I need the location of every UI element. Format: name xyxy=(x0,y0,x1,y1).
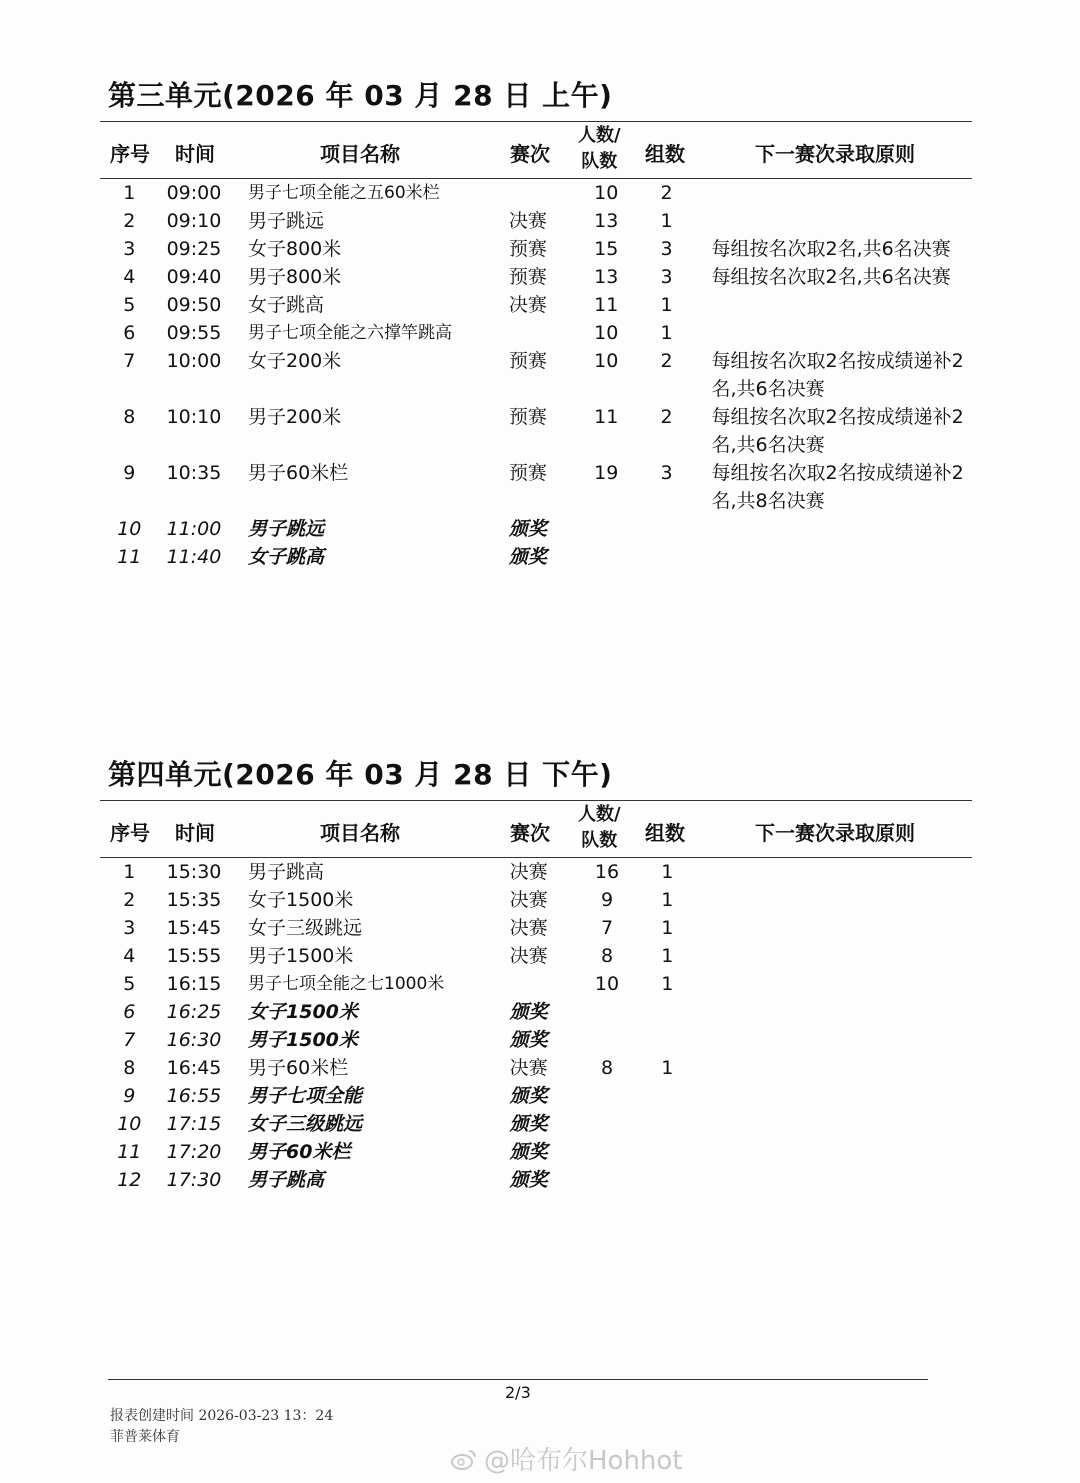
cell-count: 13 xyxy=(594,266,619,288)
table-row xyxy=(100,1082,972,1110)
cell-groups: 2 xyxy=(660,350,673,372)
cell-round: 颁奖 xyxy=(509,1113,548,1135)
cell-groups xyxy=(636,1166,698,1194)
cell-rule xyxy=(698,1110,972,1138)
cell-count: 16 xyxy=(594,861,620,883)
cell-rule xyxy=(697,515,972,543)
cell-groups xyxy=(636,543,698,571)
table-row xyxy=(100,1026,972,1054)
cell-groups: 2 xyxy=(660,182,673,204)
cell-round: 预赛 xyxy=(508,462,547,484)
cell-round: 颁奖 xyxy=(508,546,547,568)
cell-rule: 每组按名次取2名按成绩递补2名,共8名决赛 xyxy=(711,462,964,512)
page-number: 2/3 xyxy=(505,1383,531,1402)
cell-count xyxy=(578,998,637,1026)
unit3-schedule-table xyxy=(100,179,972,571)
cell-groups: 1 xyxy=(660,322,673,344)
cell-seq: 8 xyxy=(123,1057,136,1079)
cell-seq: 10 xyxy=(117,1113,142,1135)
cell-round: 决赛 xyxy=(509,1057,548,1079)
table-row xyxy=(100,319,972,347)
cell-groups xyxy=(636,1082,698,1110)
cell-groups xyxy=(636,1138,698,1166)
table-row xyxy=(100,998,972,1026)
cell-groups: 1 xyxy=(661,1057,674,1079)
table-row xyxy=(100,1138,972,1166)
cell-count: 8 xyxy=(600,1057,614,1079)
cell-round xyxy=(510,970,578,998)
cell-time: 17:15 xyxy=(166,1113,222,1135)
cell-count xyxy=(578,1166,637,1194)
header-round: 赛次 xyxy=(510,142,550,166)
cell-count: 9 xyxy=(600,889,614,911)
header-count-line2: 队数 xyxy=(581,830,618,851)
cell-seq: 7 xyxy=(123,350,136,372)
cell-rule xyxy=(698,858,972,886)
table-row xyxy=(100,515,972,543)
table-row xyxy=(100,207,972,235)
cell-rule xyxy=(698,970,972,998)
cell-event-name: 男子七项全能之七1000米 xyxy=(248,974,445,994)
table-row xyxy=(100,459,972,515)
cell-event-name: 女子200米 xyxy=(248,350,342,372)
cell-round: 颁奖 xyxy=(509,1001,548,1023)
header-rule: 下一赛次录取原则 xyxy=(755,142,915,166)
cell-time: 15:45 xyxy=(166,917,222,939)
cell-seq: 4 xyxy=(123,945,136,967)
cell-rule xyxy=(697,291,972,319)
cell-time: 09:50 xyxy=(166,294,222,316)
cell-round: 颁奖 xyxy=(508,518,547,540)
cell-time: 15:30 xyxy=(166,861,222,883)
table-row xyxy=(100,942,972,970)
cell-rule xyxy=(698,998,972,1026)
cell-groups: 3 xyxy=(660,238,673,260)
table-row xyxy=(100,179,972,207)
cell-rule xyxy=(698,914,972,942)
cell-seq: 9 xyxy=(123,1085,136,1107)
header-count-line2: 队数 xyxy=(581,151,618,172)
cell-event-name: 女子1500米 xyxy=(248,889,354,911)
header-time: 时间 xyxy=(175,142,215,166)
header-count-line1: 人数/ xyxy=(578,125,621,146)
cell-time: 16:15 xyxy=(166,973,222,995)
cell-seq: 10 xyxy=(117,518,142,540)
cell-count: 11 xyxy=(594,294,619,316)
cell-rule xyxy=(697,319,972,347)
table-row xyxy=(100,403,972,459)
cell-count: 7 xyxy=(600,917,614,939)
cell-count: 15 xyxy=(594,238,619,260)
watermark-text: @哈布尔Hohhot xyxy=(484,1446,683,1476)
cell-seq: 11 xyxy=(117,1141,142,1163)
cell-seq: 7 xyxy=(123,1029,136,1051)
cell-rule xyxy=(698,1026,972,1054)
table-row xyxy=(100,914,972,942)
cell-rule: 每组按名次取2名,共6名决赛 xyxy=(711,266,951,288)
cell-time: 16:25 xyxy=(166,1001,222,1023)
cell-round: 预赛 xyxy=(508,266,547,288)
cell-groups: 1 xyxy=(660,210,673,232)
cell-event-name: 男子七项全能 xyxy=(248,1085,363,1107)
cell-seq: 2 xyxy=(123,210,136,232)
table-row xyxy=(100,1166,972,1194)
cell-time: 16:45 xyxy=(166,1057,222,1079)
cell-round: 预赛 xyxy=(508,238,547,260)
table-row xyxy=(100,291,972,319)
cell-round: 决赛 xyxy=(508,210,547,232)
cell-time: 11:40 xyxy=(166,546,222,568)
watermark xyxy=(450,1440,683,1477)
cell-round xyxy=(509,319,577,347)
cell-seq: 12 xyxy=(117,1169,142,1191)
cell-count xyxy=(578,1026,637,1054)
cell-seq: 1 xyxy=(123,861,136,883)
cell-event-name: 男子七项全能之五60米栏 xyxy=(248,183,440,203)
unit3-title: 第三单元(2026 年 03 月 28 日 上午) xyxy=(108,79,613,112)
cell-time: 10:35 xyxy=(166,462,222,484)
cell-count: 10 xyxy=(594,350,619,372)
cell-event-name: 女子三级跳远 xyxy=(248,917,363,939)
cell-count: 10 xyxy=(594,973,620,995)
cell-event-name: 女子三级跳远 xyxy=(248,1113,363,1135)
cell-rule xyxy=(698,886,972,914)
table-row xyxy=(100,263,972,291)
cell-round: 预赛 xyxy=(508,350,547,372)
cell-groups: 3 xyxy=(660,462,673,484)
cell-round: 决赛 xyxy=(508,294,547,316)
cell-groups: 1 xyxy=(661,917,674,939)
cell-time: 15:55 xyxy=(166,945,222,967)
cell-rule xyxy=(698,1166,972,1194)
cell-time: 16:30 xyxy=(166,1029,222,1051)
header-groups: 组数 xyxy=(645,142,685,166)
cell-rule xyxy=(698,942,972,970)
cell-rule: 每组按名次取2名,共6名决赛 xyxy=(711,238,951,260)
cell-seq: 11 xyxy=(117,546,142,568)
cell-seq: 1 xyxy=(123,182,136,204)
cell-event-name: 男子60米栏 xyxy=(248,1057,349,1079)
cell-seq: 3 xyxy=(123,917,136,939)
cell-round: 颁奖 xyxy=(509,1169,548,1191)
cell-time: 09:40 xyxy=(166,266,222,288)
cell-groups xyxy=(636,998,698,1026)
unit3-table-body xyxy=(100,179,972,571)
header-count xyxy=(578,802,621,854)
cell-round: 颁奖 xyxy=(509,1085,548,1107)
header-count xyxy=(578,123,621,175)
cell-event-name: 男子60米栏 xyxy=(248,462,349,484)
cell-rule xyxy=(697,543,972,571)
cell-round: 决赛 xyxy=(509,889,548,911)
cell-time: 09:55 xyxy=(166,322,222,344)
cell-round: 决赛 xyxy=(509,945,548,967)
cell-time: 10:10 xyxy=(166,406,222,428)
header-name: 项目名称 xyxy=(320,142,400,166)
cell-time: 15:35 xyxy=(166,889,222,911)
table-row xyxy=(100,347,972,403)
cell-time: 17:20 xyxy=(166,1141,222,1163)
cell-event-name: 男子1500米 xyxy=(248,1029,358,1051)
cell-event-name: 男子跳高 xyxy=(248,861,325,883)
cell-groups xyxy=(636,1026,698,1054)
cell-count xyxy=(577,515,636,543)
table-row xyxy=(100,858,972,886)
cell-groups: 1 xyxy=(661,861,674,883)
cell-round: 颁奖 xyxy=(509,1029,548,1051)
header-time: 时间 xyxy=(175,821,215,845)
header-seq: 序号 xyxy=(110,821,150,845)
cell-event-name: 女子跳高 xyxy=(248,546,325,568)
footer-rule xyxy=(108,1379,928,1380)
cell-round: 颁奖 xyxy=(509,1141,548,1163)
cell-count: 19 xyxy=(594,462,619,484)
cell-rule: 每组按名次取2名按成绩递补2名,共6名决赛 xyxy=(711,406,964,456)
report-created-time: 报表创建时间 2026-03-23 13：24 xyxy=(110,1408,334,1424)
cell-seq: 9 xyxy=(123,462,136,484)
cell-seq: 6 xyxy=(123,1001,136,1023)
table-row xyxy=(100,886,972,914)
cell-round: 决赛 xyxy=(509,861,548,883)
cell-time: 16:55 xyxy=(166,1085,222,1107)
cell-rule xyxy=(697,179,972,207)
cell-rule xyxy=(697,207,972,235)
header-name: 项目名称 xyxy=(320,821,400,845)
cell-time: 17:30 xyxy=(166,1169,222,1191)
cell-time: 10:00 xyxy=(166,350,222,372)
cell-seq: 6 xyxy=(123,322,136,344)
cell-groups xyxy=(636,515,698,543)
cell-groups: 3 xyxy=(660,266,673,288)
cell-time: 09:25 xyxy=(166,238,222,260)
cell-time: 11:00 xyxy=(166,518,222,540)
cell-count: 10 xyxy=(594,322,619,344)
header-groups: 组数 xyxy=(645,821,685,845)
cell-rule xyxy=(698,1054,972,1082)
cell-seq: 8 xyxy=(123,406,136,428)
cell-groups xyxy=(636,1110,698,1138)
cell-groups: 2 xyxy=(660,406,673,428)
cell-groups: 1 xyxy=(661,945,674,967)
cell-event-name: 男子60米栏 xyxy=(248,1141,351,1163)
cell-groups: 1 xyxy=(661,973,674,995)
cell-rule: 每组按名次取2名按成绩递补2名,共6名决赛 xyxy=(711,350,964,400)
table-row xyxy=(100,1110,972,1138)
cell-count: 11 xyxy=(594,406,619,428)
cell-count: 8 xyxy=(600,945,614,967)
table-row xyxy=(100,970,972,998)
cell-time: 09:00 xyxy=(166,182,222,204)
cell-seq: 5 xyxy=(123,294,136,316)
cell-groups: 1 xyxy=(660,294,673,316)
cell-event-name: 女子1500米 xyxy=(248,1001,358,1023)
cell-event-name: 男子七项全能之六撑竿跳高 xyxy=(248,323,452,343)
unit4-schedule-table xyxy=(100,858,972,1194)
table-row xyxy=(100,543,972,571)
cell-count xyxy=(577,543,636,571)
header-seq: 序号 xyxy=(110,142,150,166)
cell-groups: 1 xyxy=(661,889,674,911)
company-name: 菲普莱体育 xyxy=(110,1429,180,1445)
cell-rule xyxy=(698,1082,972,1110)
cell-round: 预赛 xyxy=(508,406,547,428)
cell-event-name: 男子1500米 xyxy=(248,945,354,967)
cell-count xyxy=(578,1138,637,1166)
table-row xyxy=(100,1054,972,1082)
cell-seq: 3 xyxy=(123,238,136,260)
cell-event-name: 男子跳远 xyxy=(248,210,325,232)
cell-rule xyxy=(698,1138,972,1166)
cell-count xyxy=(578,1110,637,1138)
header-count-line1: 人数/ xyxy=(578,804,621,825)
cell-seq: 2 xyxy=(123,889,136,911)
unit3-header-top-rule xyxy=(100,121,972,122)
cell-count: 13 xyxy=(594,210,619,232)
cell-round xyxy=(509,179,577,207)
unit4-title: 第四单元(2026 年 03 月 28 日 下午) xyxy=(108,758,613,791)
cell-count xyxy=(578,1082,637,1110)
header-round: 赛次 xyxy=(510,821,550,845)
unit4-header-top-rule xyxy=(100,800,972,801)
cell-event-name: 女子800米 xyxy=(248,238,342,260)
cell-event-name: 男子跳高 xyxy=(248,1169,325,1191)
cell-count: 10 xyxy=(594,182,619,204)
cell-event-name: 女子跳高 xyxy=(248,294,325,316)
cell-round: 决赛 xyxy=(509,917,548,939)
cell-seq: 5 xyxy=(123,973,136,995)
cell-event-name: 男子800米 xyxy=(248,266,342,288)
cell-time: 09:10 xyxy=(166,210,222,232)
table-row xyxy=(100,235,972,263)
cell-seq: 4 xyxy=(123,266,136,288)
cell-event-name: 男子跳远 xyxy=(248,518,325,540)
cell-event-name: 男子200米 xyxy=(248,406,342,428)
unit4-table-body xyxy=(100,858,972,1194)
weibo-icon xyxy=(450,1448,478,1470)
header-rule: 下一赛次录取原则 xyxy=(755,821,915,845)
